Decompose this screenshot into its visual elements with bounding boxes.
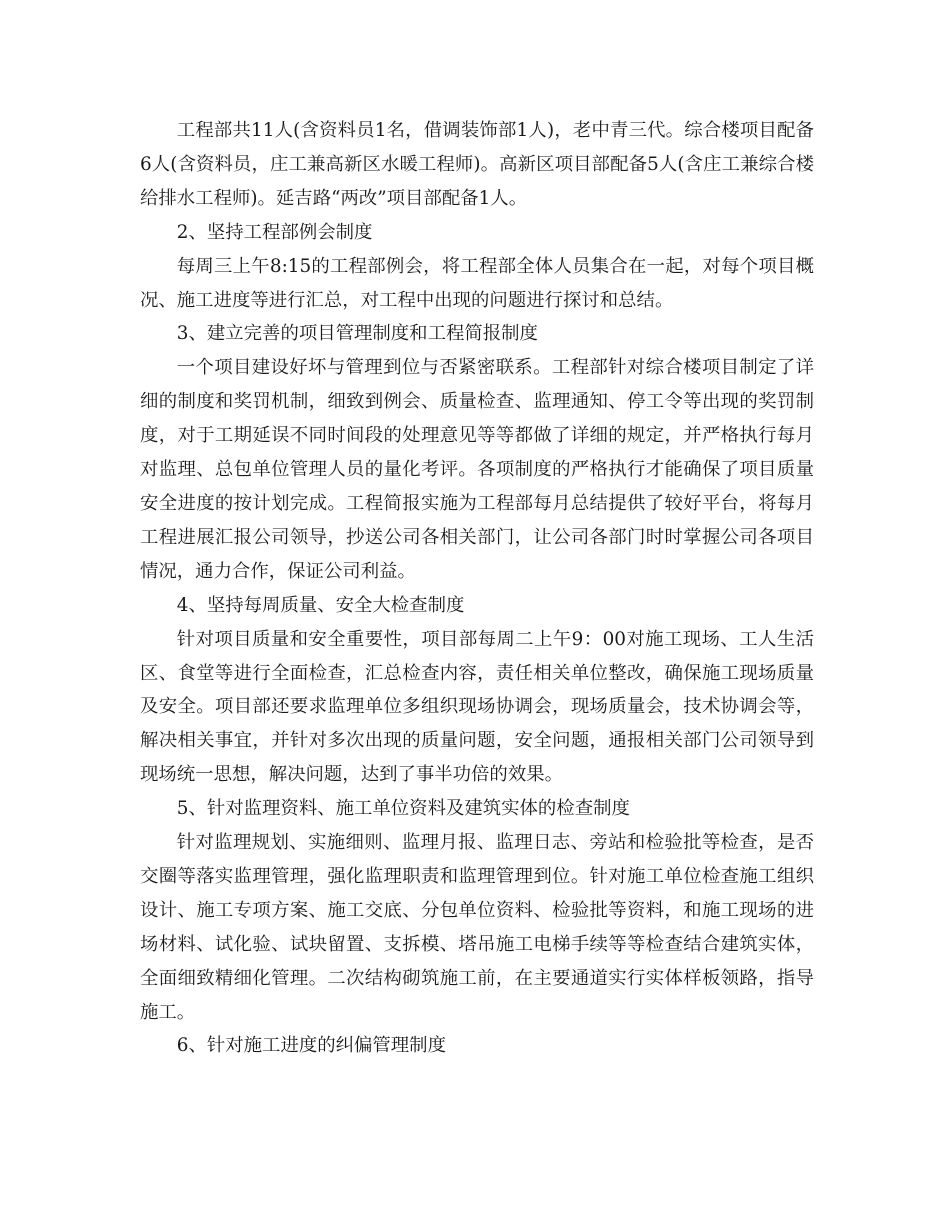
heading-safety-inspection: 4、坚持每周质量、安全大检查制度 bbox=[176, 594, 465, 616]
heading-schedule-correction: 6、针对施工进度的纠偏管理制度 bbox=[176, 1035, 446, 1057]
paragraph-management-system: 一个项目建设好坏与管理到位与否紧密联系。工程部针对综合楼项目制定了详细的制度和奖罚机制，细致到例会、质量检查、监理通知、停工令等出现的奖罚制度，对于工期延误不同时间段的处理意见等等都做了详细的规定，并严格执行每月对监理、总包单位管理人员的量化考评。各项制度的严格执行才能确保了项目质量安全进度的按计划完成。工程简报实施为工程部每月总结提供了较好平台，将每月工程进展汇报公司领导，抄送公司各相关部门，让公司各部门时时掌握公司各项目情况，通力合作，保证公司利益。 bbox=[140, 357, 814, 582]
document-body bbox=[140, 114, 814, 1063]
heading-management-system: 3、建立完善的项目管理制度和工程简报制度 bbox=[176, 323, 538, 345]
paragraph-weekly-meeting: 每周三上午8:15的工程部例会，将工程部全体人员集合在一起，对每个项目概况、施工进度等进行汇总，对工程中出现的问题进行探讨和总结。 bbox=[140, 255, 814, 311]
paragraph-safety-inspection: 针对项目质量和安全重要性，项目部每周二上午9：00对施工现场、工人生活区、食堂等进行全面检查，汇总检查内容，责任相关单位整改，确保施工现场质量及安全。项目部还要求监理单位多组织现场协调会，现场质量会，技术协调会等，解决相关事宜，并针对多次出现的质量问题，安全问题，通报相关部门公司领导到现场统一思想，解决问题，达到了事半功倍的效果。 bbox=[140, 628, 814, 786]
paragraph-document-inspection: 针对监理规划、实施细则、监理月报、监理日志、旁站和检验批等检查，是否交圈等落实监理管理，强化监理职责和监理管理到位。针对施工单位检查施工组织设计、施工专项方案、施工交底、分包单位资料、检验批等资料，和施工现场的进场材料、试化验、试块留置、支拆模、塔吊施工电梯手续等等检查结合建筑实体，全面细致精细化管理。二次结构砌筑施工前，在主要通道实行实体样板领路，指导施工。 bbox=[140, 832, 814, 1023]
heading-weekly-meeting: 2、坚持工程部例会制度 bbox=[176, 221, 373, 243]
heading-document-inspection: 5、针对监理资料、施工单位资料及建筑实体的检查制度 bbox=[176, 798, 630, 820]
paragraph-staffing: 工程部共11人(含资料员1名，借调装饰部1人)，老中青三代。综合楼项目配备6人(含资料员，庄工兼高新区水暖工程师)。高新区项目部配备5人(含庄工兼综合楼给排水工程师)。延吉路“两改”项目部配备1人。 bbox=[140, 120, 814, 209]
